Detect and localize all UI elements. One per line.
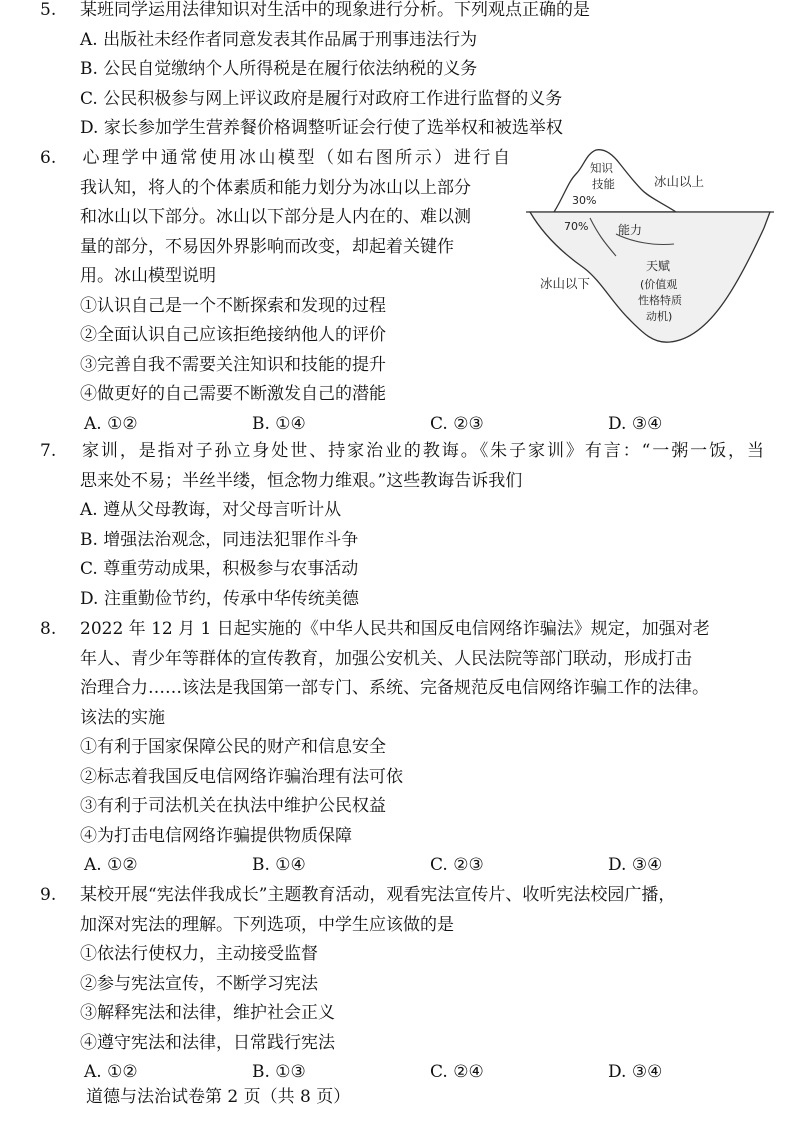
statement-3: ③完善自我不需要关注知识和技能的提升 — [80, 354, 386, 375]
label-skills: 技能 — [592, 177, 615, 191]
iceberg-model-figure — [524, 146, 776, 346]
choice-b: B. ①③ — [252, 1062, 306, 1082]
option-c: C. 公民积极参与网上评议政府是履行对政府工作进行监督的义务 — [80, 88, 563, 109]
choice-d: D. ③④ — [608, 855, 663, 875]
question-number: 9. — [40, 885, 57, 905]
question-stem-line: 家训，是指对子孙立身处世、持家治业的教诲。《朱子家训》有言：“一粥一饭，当 — [80, 441, 764, 461]
statement-4: ④遵守宪法和法律，日常践行宪法 — [80, 1032, 335, 1053]
choice-a: A. ①② — [84, 413, 138, 434]
choice-c: C. ②③ — [430, 855, 484, 875]
question-stem-line: 心理学中通常使用冰山模型（如右图所示）进行自 — [80, 148, 510, 168]
question-stem-line: 年人、青少年等群体的宣传教育，加强公安机关、人民法院等部门联动，形成打击 — [80, 648, 692, 669]
page-footer: 道德与法治试卷第 2 页（共 8 页） — [86, 1087, 351, 1107]
question-stem-line: 用。冰山模型说明 — [80, 266, 216, 286]
statement-2: ②全面认识自己应该拒绝接纳他人的评价 — [80, 325, 386, 345]
option-d: D. 家长参加学生营养餐价格调整听证会行使了选举权和被选举权 — [80, 118, 563, 138]
choice-b: B. ①④ — [252, 855, 306, 875]
question-7 — [40, 437, 764, 614]
question-8 — [40, 615, 764, 881]
option-b: B. 公民自觉缴纳个人所得税是在履行依法纳税的义务 — [80, 59, 478, 79]
statement-2: ②参与宪法宣传，不断学习宪法 — [80, 973, 318, 994]
statement-3: ③解释宪法和法律，维护社会正义 — [80, 1003, 335, 1023]
choice-c: C. ②④ — [430, 1062, 484, 1082]
question-stem: 某班同学运用法律知识对生活中的现象进行分析。下列观点正确的是 — [80, 0, 590, 20]
option-c: C. 尊重劳动成果，积极参与农事活动 — [80, 559, 359, 579]
question-stem-line: 加深对宪法的理解。下列选项，中学生应该做的是 — [80, 914, 454, 935]
label-70-percent: 70% — [564, 220, 589, 233]
question-stem-line: 和冰山以下部分。冰山以下部分是人内在的、难以测 — [80, 207, 471, 227]
label-talent-sub: 性格特质 — [638, 294, 682, 307]
statement-4: ④为打击电信网络诈骗提供物质保障 — [80, 825, 352, 846]
question-stem-line: 2022 年 12 月 1 日起实施的《中华人民共和国反电信网络诈骗法》规定，加强对老 — [80, 619, 710, 639]
choice-d: D. ③④ — [608, 1062, 663, 1082]
label-below-water: 冰山以下 — [540, 276, 591, 291]
question-number: 5. — [40, 0, 57, 20]
question-stem-line: 该法的实施 — [80, 707, 165, 728]
question-number: 7. — [40, 441, 57, 461]
option-b: B. 增强法治观念，同违法犯罪作斗争 — [80, 529, 359, 550]
label-ability: 能力 — [618, 223, 643, 237]
question-9 — [40, 881, 764, 1088]
choice-a: A. ①② — [84, 1062, 138, 1082]
statement-4: ④做更好的自己需要不断激发自己的潜能 — [80, 384, 386, 404]
choice-b: B. ①④ — [252, 413, 306, 434]
question-stem-line: 量的部分，不易因外界影响而改变，却起着关键作 — [80, 236, 454, 257]
question-5 — [40, 0, 764, 144]
choice-c: C. ②③ — [430, 413, 484, 434]
label-above-water: 冰山以上 — [654, 174, 705, 189]
label-30-percent: 30% — [572, 194, 597, 207]
option-a: A. 出版社未经作者同意发表其作品属于刑事违法行为 — [80, 29, 478, 50]
option-d: D. 注重勤俭节约，传承中华传统美德 — [80, 588, 359, 609]
question-stem-line: 治理合力……该法是我国第一部专门、系统、完备规范反电信网络诈骗工作的法律。 — [80, 678, 709, 698]
option-a: A. 遵从父母教诲，对父母言听计从 — [80, 500, 342, 520]
statement-1: ①有利于国家保障公民的财产和信息安全 — [80, 737, 386, 757]
choice-d: D. ③④ — [608, 413, 663, 434]
choice-a: A. ①② — [84, 855, 138, 875]
label-talent-sub: (价值观 — [640, 278, 678, 291]
statement-2: ②标志着我国反电信网络诈骗治理有法可依 — [80, 766, 403, 787]
question-number: 8. — [40, 619, 57, 639]
statement-1: ①认识自己是一个不断探索和发现的过程 — [80, 295, 386, 316]
answer-choices — [40, 851, 764, 881]
label-talent-sub: 动机) — [646, 310, 673, 323]
label-talent: 天赋 — [646, 259, 671, 273]
question-stem-line: 某校开展“宪法伴我成长”主题教育活动，观看宪法宣传片、收听宪法校园广播， — [80, 885, 676, 905]
question-stem-line: 我认知，将人的个体素质和能力划分为冰山以上部分 — [80, 177, 471, 198]
label-knowledge: 知识 — [590, 161, 613, 175]
question-stem-line: 思来处不易；半丝半缕，恒念物力维艰。”这些教诲告诉我们 — [80, 470, 523, 491]
question-number: 6. — [40, 148, 57, 168]
answer-choices — [40, 410, 764, 440]
statement-1: ①依法行使权力，主动接受监督 — [80, 944, 318, 964]
statement-3: ③有利于司法机关在执法中维护公民权益 — [80, 796, 386, 816]
